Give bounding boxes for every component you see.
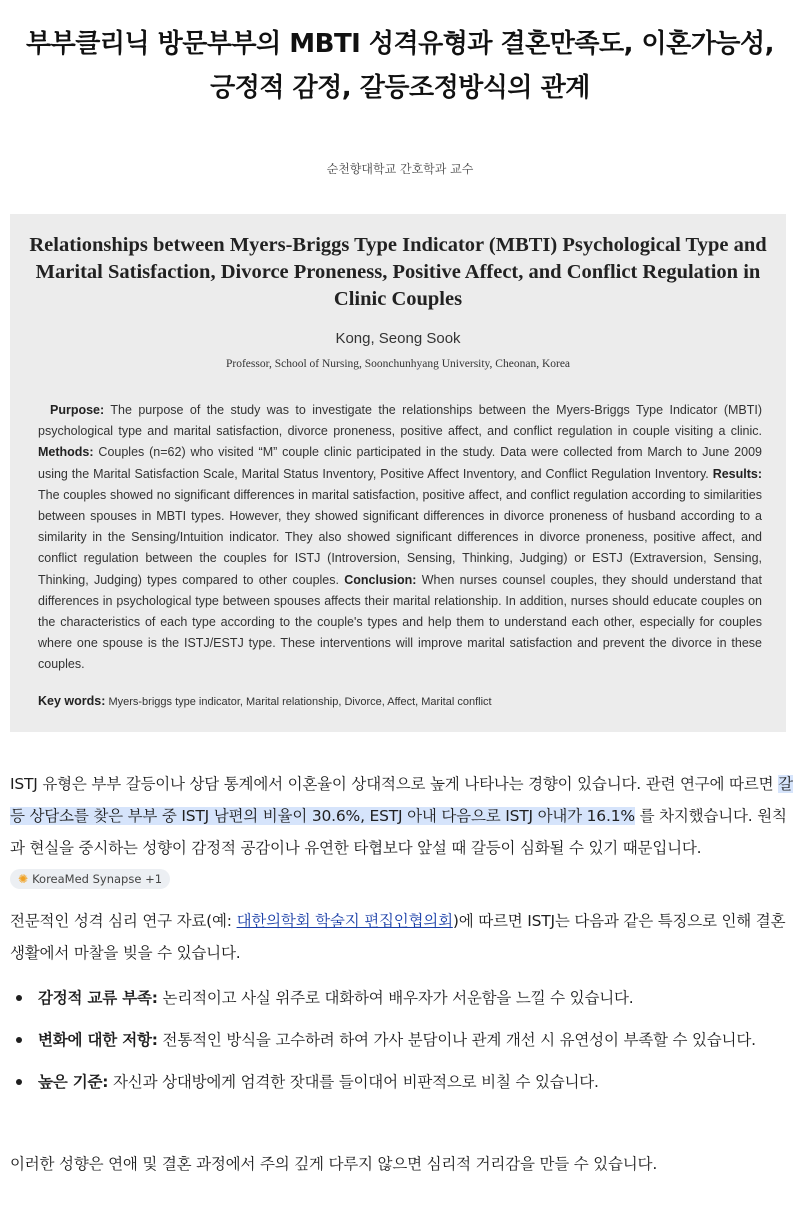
purpose-label: Purpose: (50, 403, 105, 417)
list-item (10, 1024, 800, 1056)
feature-list (10, 982, 800, 1108)
keywords-text: Myers-briggs type indicator, Marital relationship, Divorce, Affect, Marital conflict (108, 696, 492, 708)
keywords-label: Key words: (38, 694, 106, 708)
p2-text-before: 전문적인 성격 심리 연구 자료(예: (10, 912, 237, 930)
article-paragraph-2 (10, 905, 800, 969)
p2-text-after: )에 따르면 ISTJ는 다음과 같은 특징으로 인해 결혼 생활에서 마찰을 빚을 수 있습니다. (10, 912, 786, 962)
list-item-text: 논리적이고 사실 위주로 대화하여 배우자가 서운함을 느낄 수 있습니다. (157, 989, 634, 1007)
korean-affiliation: 순천향대학교 간호학과 교수 (326, 162, 474, 176)
results-label: Results: (712, 466, 763, 481)
list-item-text: 전통적인 방식을 고수하려 하여 가사 분담이나 관계 개선 시 유연성이 부족할 수 있습니다. (157, 1031, 756, 1049)
paper-author-affiliation: Professor, School of Nursing, Soonchunhyang University, Cheonan, Korea (225, 358, 571, 370)
paper-abstract-panel (10, 214, 786, 732)
p1-text-before: ISTJ 유형은 부부 갈등이나 상담 통계에서 이혼율이 상대적으로 높게 나타나는 경향이 있습니다. 관련 연구에 따르면 (10, 775, 779, 793)
paper-keywords (38, 694, 762, 708)
korean-title-line2: 긍정적 감정, 갈등조정방식의 관계 (210, 73, 590, 103)
list-item-term: 감정적 교류 부족: (38, 989, 158, 1007)
methods-label: Methods: (38, 445, 94, 460)
spark-icon: ✺ (18, 872, 29, 886)
paper-abstract (38, 400, 762, 676)
methods-text: Couples (n=62) who visited “M” couple clinic participated in the study. Data were collected from March to June 2009 using the Marital Satisfaction Scale, Marital Status Inventory, Positive Affect Inventory, and Conflict Regulation Inventory. (38, 445, 762, 481)
bullet-icon (16, 995, 22, 1001)
results-text: The couples showed no significant differences in marital satisfaction, positive affect, and conflict regulation according to similarities between spouses in MBTI types. However, they showed significant differences in divorce proneness of husband according to a similarity in the Sensing/Intuition indicator. They also showed significant differences in divorce proneness, positive affect, and conflict regulation between the couples for ISTJ (Introversion, Sensing, Thinking, Judging) or ESTJ (Extraversion, Sensing, Thinking, Judging) types compared to other couples. (38, 487, 762, 587)
conclusion-text: When nurses counsel couples, they should understand that differences in psychological type between spouses affects their marital relationship. In addition, nurses should educate couples on the characteristics of each type according to the couple's types and help them to understand each other, especially for couples where one spouse is the ISTJ/ESTJ type. These interventions will improve marital satisfaction and prevent the divorce in these couples. (38, 572, 762, 672)
list-item-text: 자신과 상대방에게 엄격한 잣대를 들이대어 비판적으로 비칠 수 있습니다. (108, 1073, 599, 1091)
bullet-icon (16, 1037, 22, 1043)
list-item-term: 높은 기준: (38, 1073, 109, 1091)
paper-title: Relationships between Myers-Briggs Type Indicator (MBTI) Psychological Type and Marital Satisfaction, Divorce Proneness, Positive Affect, and Conflict Regulation in Clinic Couples (29, 234, 767, 310)
p1-text-after: 를 차지했습니다. 원칙과 현실을 중시하는 성향이 감정적 공감이나 유연한 타협보다 앞설 때 갈등이 심화될 수 있기 때문입니다. (10, 807, 787, 857)
korean-title-line1: 부부클리닉 방문부부의 MBTI 성격유형과 결혼만족도, 이혼가능성, (25, 29, 774, 59)
paper-author: Kong, Seong Sook (335, 330, 461, 347)
article-paragraph-1 (10, 768, 800, 896)
list-item (10, 1066, 800, 1098)
korean-title (0, 22, 800, 110)
purpose-text: The purpose of the study was to investigate the relationships between the Myers-Briggs Type Indicator (MBTI) psychological type and marital satisfaction, divorce proneness, positive affect, and conflict regulation in couple visiting a clinic. (38, 403, 762, 439)
source-chip-label: KoreaMed Synapse +1 (32, 872, 163, 886)
source-link[interactable]: 대한의학회 학술지 편집인협의회 (236, 912, 453, 930)
article-paragraph-3: 이러한 성향은 연애 및 결혼 과정에서 주의 깊게 다루지 않으면 심리적 거리감을 만들 수 있습니다. (10, 1155, 658, 1173)
p1-highlighted-text: 갈등 상담소를 찾은 부부 중 ISTJ 남편의 비율이 30.6%, ESTJ 아내 다음으로 ISTJ 아내가 16.1% (10, 775, 793, 825)
list-item (10, 982, 800, 1014)
source-chip[interactable] (10, 869, 170, 889)
conclusion-label: Conclusion: (344, 572, 417, 587)
bullet-icon (16, 1079, 22, 1085)
list-item-term: 변화에 대한 저항: (38, 1031, 158, 1049)
